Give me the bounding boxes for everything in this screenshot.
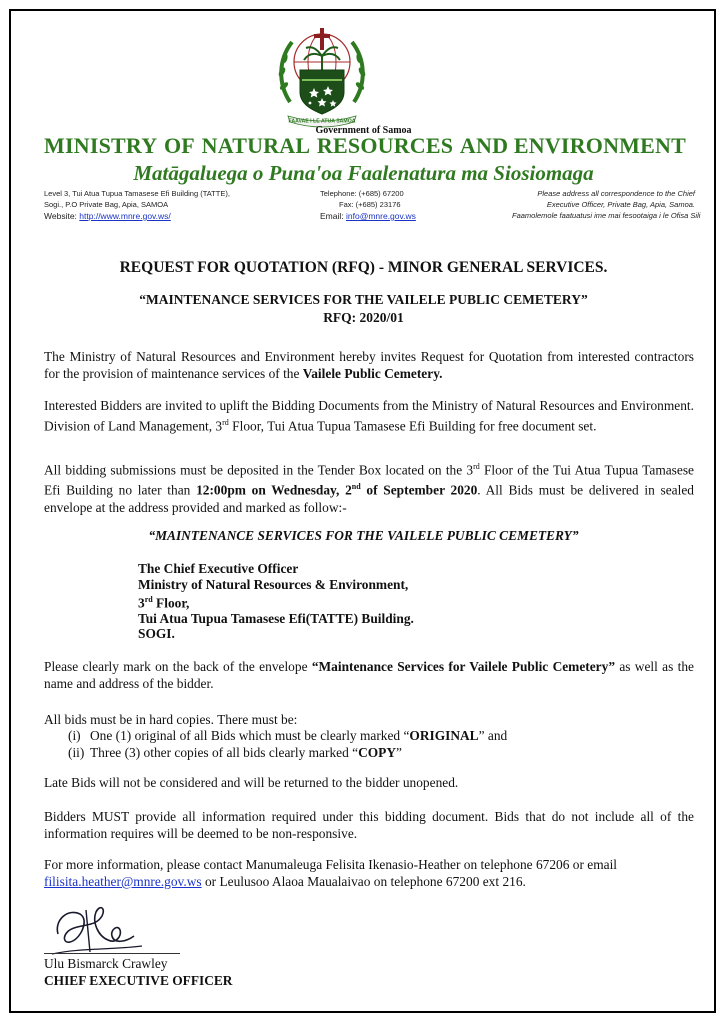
list-item: [68, 744, 507, 761]
paragraph-late-bids: Late Bids will not be considered and will be returned to the bidder unopened.: [44, 775, 459, 790]
website-link[interactable]: http://www.mnre.gov.ws/: [79, 211, 171, 221]
contact-details: [320, 188, 416, 222]
list-item: [68, 727, 507, 744]
address-line: Tui Atua Tupua Tamasese Efi(TATTE) Building.: [138, 610, 414, 626]
signature-line: [44, 953, 180, 954]
correspondence-line: Faamolemole faatuatusi ime mai fesootaiga i le Ofisa Sili: [512, 211, 701, 220]
document-subtitle: “MAINTENANCE SERVICES FOR THE VAILELE PUBLIC CEMETERY”: [139, 292, 588, 307]
telephone: Telephone: (+685) 67200: [320, 189, 404, 198]
ministry-word: RESOURCES: [316, 133, 454, 158]
ministry-name-samoan: Matāgaluega o Puna'oa Faalenatura ma Siosiomaga: [133, 161, 594, 185]
floor-number: 3: [138, 595, 145, 611]
superscript: nd: [351, 482, 361, 492]
paragraph-text: or Leulusoo Alaoa Maualaivao on telephone 67200 ext 216.: [201, 874, 526, 889]
document-title: REQUEST FOR QUOTATION (RFQ) - MINOR GENERAL SERVICES.: [119, 259, 608, 276]
rfq-number: RFQ: 2020/01: [323, 310, 404, 325]
ministry-word: OF: [164, 133, 195, 158]
list-number: (ii): [68, 745, 85, 760]
deadline: 12:00pm on Wednesday, 2: [196, 482, 352, 498]
email-line: [320, 211, 416, 222]
paragraph-hard-copies: All bids must be in hard copies. There must be:: [44, 712, 298, 727]
paragraph-text: Floor of the Tui Atua Tupua Tamasese Efi Building no later than: [44, 462, 694, 498]
envelope-label: “Maintenance Services for Vailele Public Cemetery”: [311, 659, 616, 674]
envelope-marking: “MAINTENANCE SERVICES FOR THE VAILELE PUBLIC CEMETERY”: [148, 528, 579, 543]
paragraph-submission: [44, 458, 694, 516]
list-bold: COPY: [358, 745, 397, 760]
address-line: Sogi., P.O Private Bag, Apia, SAMOA: [44, 200, 169, 209]
paragraph-requirements: Bidders MUST provide all information required under this bidding document. Bids that do not include all of the information requires will be deemed to be non-responsive.: [44, 809, 694, 841]
email-label: Email:: [320, 211, 344, 221]
paragraph-text: For more information, please contact Manumaleuga Felisita Ikenasio-Heather on telephone 67206 or email: [44, 857, 618, 872]
address-line: The Chief Executive Officer: [138, 561, 299, 576]
correspondence-line: Please address all correspondence to the Chief: [537, 189, 695, 198]
floor-label: Floor,: [152, 595, 190, 611]
contact-email-link[interactable]: filisita.heather@mnre.gov.ws: [44, 874, 202, 889]
delivery-address: [138, 561, 414, 642]
copies-list: [68, 727, 507, 761]
government-label: Government of Samoa: [315, 125, 412, 136]
government-emblem: [270, 22, 374, 128]
deadline: of September 2020: [360, 482, 478, 498]
fax: Fax: (+685) 23176: [339, 200, 401, 209]
superscript: rd: [144, 595, 153, 604]
list-text: ” and: [478, 728, 508, 743]
superscript: rd: [222, 418, 229, 427]
address-line: Level 3, Tui Atua Tupua Tamasese Efi Building (TATTE),: [44, 189, 230, 198]
list-bold: ORIGINAL: [409, 728, 479, 743]
paragraph-contact: [44, 856, 694, 890]
superscript: rd: [473, 462, 480, 471]
cemetery-name: Vailele Public Cemetery.: [302, 366, 443, 381]
paragraph-bidding-documents: [44, 397, 694, 434]
ministry-word: NATURAL: [201, 133, 311, 158]
address-line: Ministry of Natural Resources & Environment,: [138, 576, 409, 592]
list-text: One (1) original of all Bids which must be clearly marked “: [90, 728, 410, 743]
paragraph-text: . All Bids must be delivered in sealed envelope at the address provided and marked as follow:-: [44, 482, 694, 515]
email-link[interactable]: info@mnre.gov.ws: [346, 211, 416, 221]
paragraph-envelope-instructions: [44, 658, 694, 692]
website-label: Website:: [44, 211, 77, 221]
paragraph-text: The Ministry of Natural Resources and Environment hereby invites Request for Quotation from interested contractors for the provision of maintenance services of the: [44, 349, 694, 381]
address-line: [138, 592, 414, 611]
paragraph-text: Floor, Tui Atua Tupua Tamasese Efi Building for free document set.: [228, 418, 597, 434]
list-text: Three (3) other copies of all bids clearly marked “: [90, 745, 359, 760]
paragraph-invitation: [44, 348, 694, 382]
ministry-word: MINISTRY: [44, 133, 158, 158]
ministry-address: [44, 188, 230, 222]
website-line: [44, 211, 230, 222]
list-text: ”: [396, 745, 402, 760]
paragraph-text: All bidding submissions must be deposited in the Tender Box located on the 3: [44, 462, 474, 478]
signatory-name: Ulu Bismarck Crawley: [44, 956, 168, 971]
ministry-name-english: [44, 133, 686, 159]
correspondence-note: [512, 188, 701, 221]
paragraph-text: as well as the name and address of the bidder.: [44, 659, 694, 691]
paragraph-text: Please clearly mark on the back of the envelope: [44, 659, 312, 674]
motto-text: FAAVAE I LE ATUA SAMOA: [288, 118, 356, 125]
signatory-title: CHIEF EXECUTIVE OFFICER: [44, 973, 233, 988]
paragraph-text: Interested Bidders are invited to uplift the Bidding Documents from the Ministry of Natural Resources and Environment. Division of Land Management, 3: [44, 398, 694, 434]
list-number: (i): [68, 728, 81, 743]
ministry-word: AND ENVIRONMENT: [459, 133, 686, 158]
address-line: SOGI.: [138, 626, 175, 642]
correspondence-line: Executive Officer, Private Bag, Apia, Samoa.: [546, 200, 695, 209]
